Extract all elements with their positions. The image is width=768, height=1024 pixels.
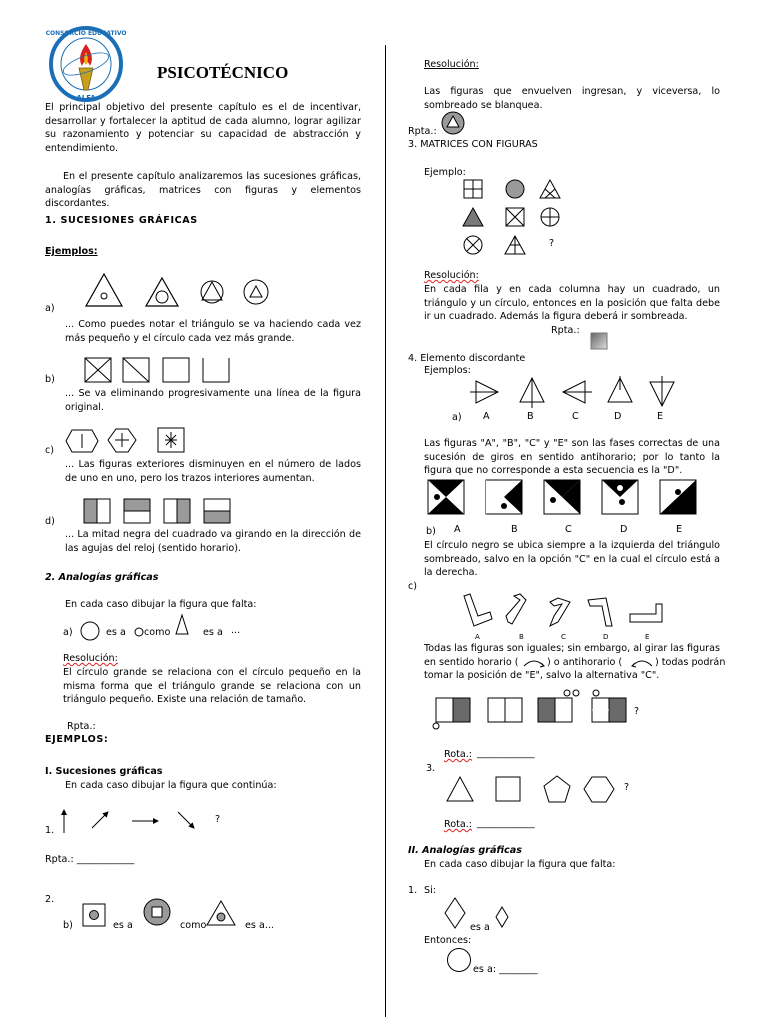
analogy-es-a-2: es a [203,627,223,638]
exercise-1-answer[interactable]: Rpta.: ____________ [45,854,135,865]
letter-d: D [614,411,622,422]
answer-2-label: Rpta.: [551,325,580,336]
sequences-instruction: En cada caso dibujar la figura que continúa: [65,780,277,791]
column-divider [385,45,386,1017]
rota-line-1[interactable]: ____________ [477,748,535,759]
letter-b-3: B [519,633,524,641]
analogy-a-label: a) [63,627,73,638]
exercise-2-number: 2. [45,894,55,905]
page-title: PSICOTÉCNICO [157,63,289,82]
rota-label-1: Rota.: [444,749,473,760]
resolution-2-label: Resolución: [424,270,479,281]
ii-entonces: Entonces: [424,935,472,946]
discordant-c-text-3: tomar la posición de "E", salvo la alternativa "C". [424,670,660,681]
discordant-c-text-2c: ) todas podrán [655,657,726,668]
ii-circle-figure [446,947,472,973]
resolution-label-left: Resolución: [63,653,118,664]
examples-label: Ejemplos: [45,246,98,257]
resolution-2-text: En cada fila y en cada columna hay un cuadrado, un triángulo y un círculo, entonces en la posición que falta debe ir un cuadrado. Además la figura deberá ir sombreada. [424,284,720,323]
discordant-b-text: El círculo negro se ubica siempre a la izquierda del triángulo sombreado, salvo en la opción "C" en la cual el círculo está a la derecha. [424,540,720,579]
exercise-2-es-a: es a [113,920,133,931]
school-logo [46,24,126,104]
square-with-dot-figure [82,903,106,927]
counterclockwise-arrow-icon [630,658,654,668]
sequence-d-text: ... La mitad negra del cuadrado va girando en la dirección de las agujas del reloj (sentido horario). [65,529,361,554]
rotating-triangle-figures [468,376,708,408]
sequence-b-figures [83,356,233,386]
discordant-c-text-2a: en sentido horario ( [424,657,519,668]
exercise-1-number: 1. [45,825,55,836]
clockwise-arrow-icon [522,658,546,668]
exercise-2-es-a-end: es a... [245,920,274,931]
sequence-c-text: ... Las figuras exteriores disminuyen en el número de lados de uno en uno, pero los trazos interiores aumentan. [65,459,361,484]
ii-exercise-si: Si: [424,885,436,896]
exercise-2-label: b) [63,920,73,931]
exercise-3-question: ? [624,782,630,793]
letter-e-3: E [645,633,650,641]
letter-d-3: D [603,633,609,641]
exercise-2-como: como [180,920,207,931]
triangle-with-dot-figure [206,900,236,926]
polygon-sequence [446,774,626,806]
big-diamond-figure [444,897,466,929]
letter-c-2: C [565,524,572,535]
label-d: d) [45,516,55,527]
analogies-instruction: En cada caso dibujar la figura que falta: [65,599,257,610]
circle-with-square-figure [143,898,171,926]
letter-a: A [483,411,490,422]
big-circle-figure [79,620,101,642]
resolution-text-right: Las figuras que envuelven ingresan, y viceversa, lo sombreado se blanquea. [424,86,720,111]
letter-b: B [527,411,534,422]
letter-c-3: C [561,633,566,641]
dot-triangle-squares [426,478,711,518]
letter-a-3: A [475,633,480,641]
exercise-3-number: 3. [426,763,436,774]
examples-heading: EJEMPLOS: [45,734,109,745]
discordant-examples-label: Ejemplos: [424,365,471,376]
label-c: c) [45,445,55,456]
rota-label-2: Rota.: [444,819,473,830]
arrow-sequence [58,806,221,836]
ii-es-a: es a [470,922,490,933]
section-ii-heading: II. Analogías gráficas [408,845,522,856]
matrix-example-label: Ejemplo: [424,167,466,178]
rota-line-2[interactable]: ____________ [477,818,535,829]
resolution-text-left: El círculo grande se relaciona con el círculo pequeño en la misma forma que el triángulo grande se relaciona con un triángulo pequeño. Existe una relación de tamaño. [63,667,361,706]
exercise-1-question: ? [215,814,221,825]
label-b: b) [45,374,55,385]
l-shape-figures [462,592,682,632]
exercise-split-squares [430,690,640,732]
section-ii-instruction: En cada caso dibujar la figura que falta: [424,859,616,870]
sequence-a-figures [84,270,324,310]
discordant-c-text-2b: ) o antihorario ( [547,657,623,668]
answer-2-shaded-square [590,332,608,350]
discordant-b-label: b) [426,526,436,537]
section-2-heading: 2. Analogías gráficas [45,572,159,583]
small-circle-figure [134,627,144,637]
big-triangle-figure [174,614,190,636]
matrix-question: ? [549,238,555,249]
letter-a-2: A [454,524,461,535]
section-3-heading: 3. MATRICES CON FIGURAS [408,139,538,150]
analogy-como: como [144,627,171,638]
exercise-2-question: ? [634,706,640,717]
section-4-heading: 4. Elemento discordante [408,353,526,364]
analogy-dots: ... [231,625,241,636]
intro-paragraph-1: El principal objetivo del presente capítulo es el de incentivar, desarrollar y fortalecer la aptitud de cada alumno, lograr agilizar su razonamiento y potenciar su capacidad de abstracción y entendimiento. [45,102,361,154]
sequence-a-text: ... Como puedes notar el triángulo se va haciendo cada vez más pequeño y el círculo cada vez más grande. [65,319,361,344]
ii-exercise-1-number: 1. [408,885,418,896]
letter-c: C [572,411,579,422]
answer-label-left: Rpta.: [67,721,96,732]
analogy-es-a: es a [106,627,126,638]
sequences-sub-heading: I. Sucesiones gráficas [45,766,163,777]
small-diamond-figure [495,906,509,928]
discordant-c-text-1: Todas las figuras son iguales; sin embargo, al girar las figuras [424,643,720,654]
answer-label-right: Rpta.: [408,126,437,137]
discordant-a-label: a) [452,412,462,423]
resolution-label-right: Resolución: [424,59,479,70]
sequence-b-text: ... Se va eliminando progresivamente una línea de la figura original. [65,388,361,413]
letter-b-2: B [511,524,518,535]
sequence-c-figures [64,426,194,456]
letter-e-2: E [676,524,683,535]
logo-bottom-text: ALFA [76,94,96,102]
label-a: a) [45,303,55,314]
letter-e: E [657,411,664,422]
intro-paragraph-2: En el presente capítulo analizaremos las sucesiones gráficas, analogías gráficas, matrices con figuras y elementos discordantes. [45,171,361,210]
discordant-c-label: c) [408,581,418,592]
letter-d-2: D [620,524,628,535]
section-1-heading: 1. SUCESIONES GRÁFICAS [45,215,198,226]
answer-figure-circle-triangle [440,110,466,136]
sequence-d-figures [82,497,262,527]
logo-arc-text: CONSORCIO EDUCATIVO [45,30,127,37]
discordant-a-text: Las figuras "A", "B", "C" y "E" son las fases correctas de una sucesión de giros en sentido antihorario; por lo tanto la figura que no corresponde a esta secuencia es la "D". [424,438,720,477]
ii-es-a-end[interactable]: es a: ________ [473,964,538,975]
